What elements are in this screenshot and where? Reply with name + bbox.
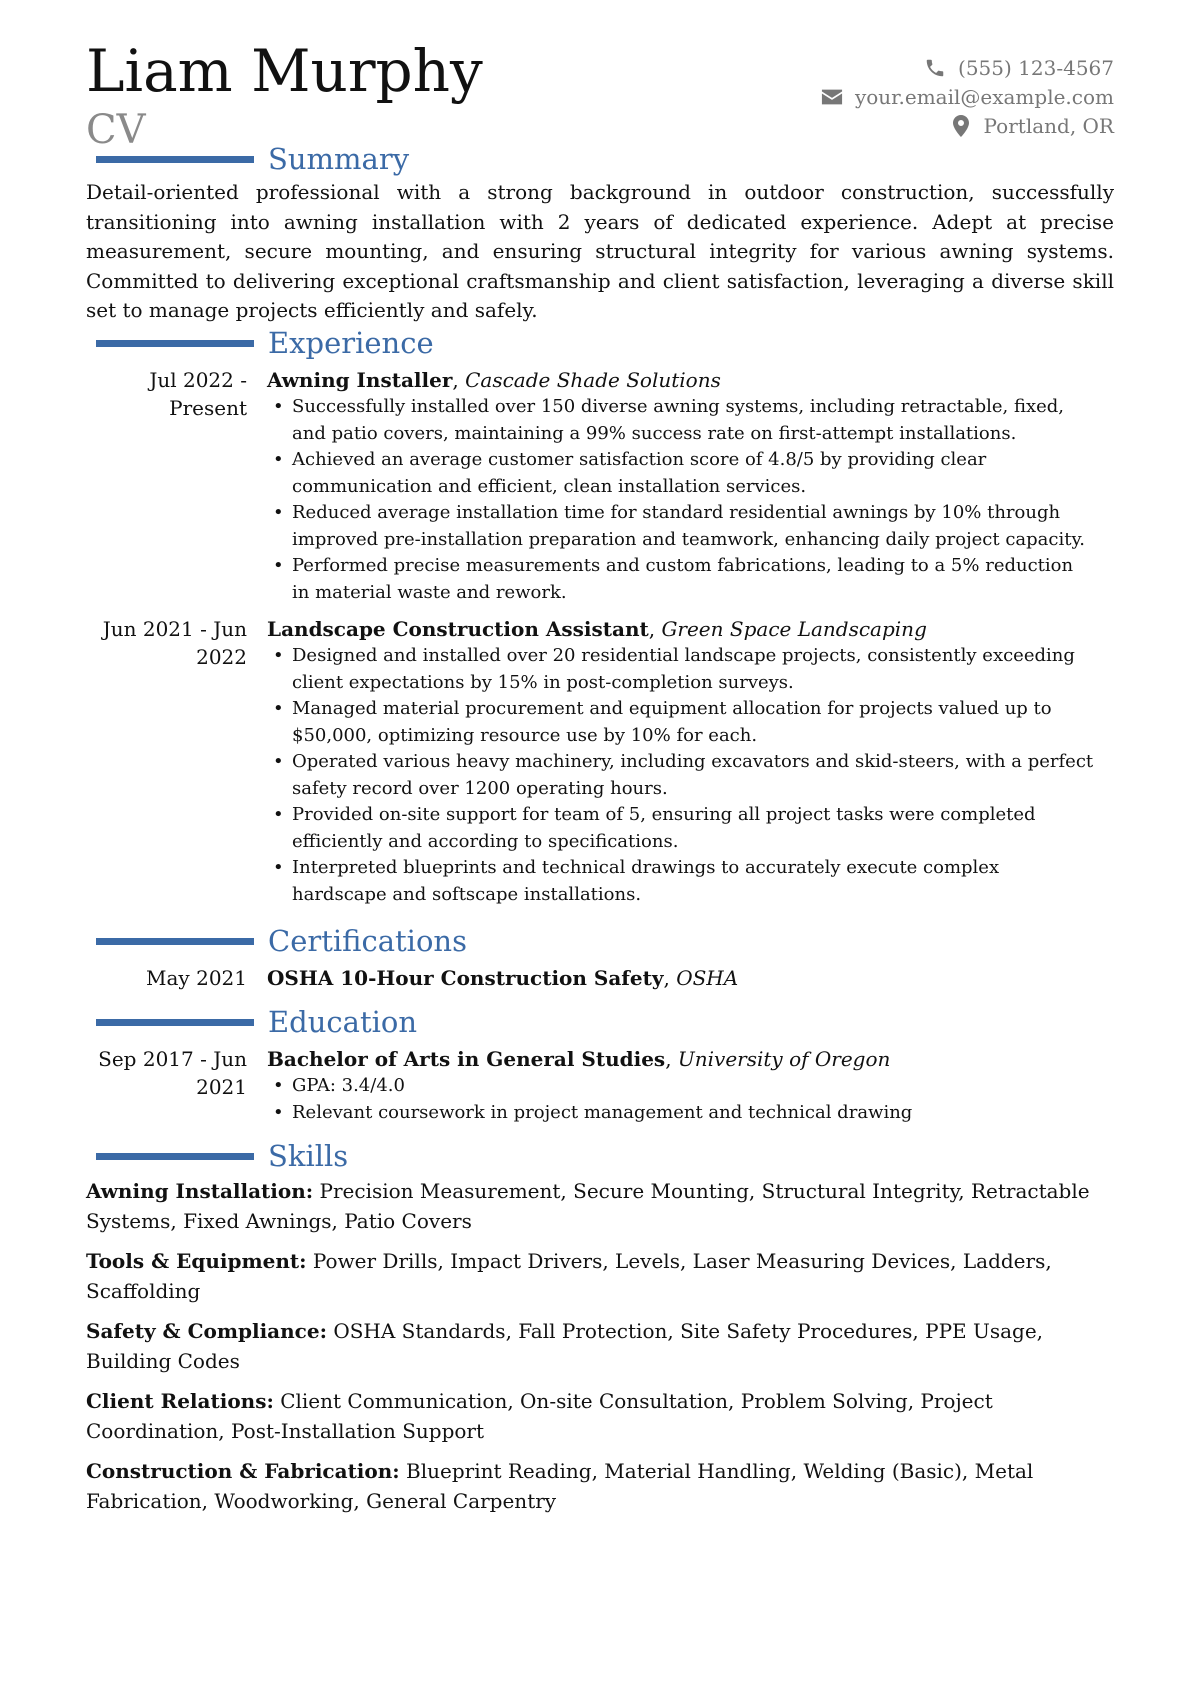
list-item: • Provided on-site support for team of 5, ensuring all project tasks were completed efficiently and according to specifications.	[267, 802, 1094, 855]
section-header	[86, 142, 1114, 176]
section-header	[86, 1139, 1114, 1173]
skill-values: Blueprint Reading, Material Handling, Welding (Basic), Metal Fabrication, Woodworking, General Carpentry	[86, 1459, 1034, 1513]
envelope-icon	[819, 88, 845, 106]
section-rule	[96, 1153, 254, 1160]
job-title: Awning Installer	[267, 368, 453, 392]
institution: University of Oregon	[677, 1047, 891, 1071]
degree-name: Bachelor of Arts in General Studies	[267, 1047, 666, 1071]
contact-location	[819, 111, 1114, 140]
summary-section	[86, 142, 1114, 326]
phone-text: (555) 123-4567	[958, 55, 1114, 80]
skill-category: Client Relations:	[86, 1389, 274, 1413]
section-rule	[96, 340, 254, 347]
entry-date: Sep 2017 - Jun 2021	[98, 1047, 247, 1099]
skill-category: Awning Installation:	[86, 1179, 314, 1203]
skill-category: Safety & Compliance:	[86, 1319, 327, 1343]
email-text[interactable]: your.email@example.com	[854, 84, 1114, 109]
list-item: • Achieved an average customer satisfaction score of 4.8/5 by providing clear communication and efficient, clean installation services.	[267, 447, 1094, 500]
section-rule	[96, 156, 254, 163]
certification-entry	[86, 964, 1114, 992]
candidate-name: Liam Murphy	[86, 37, 483, 105]
experience-section	[86, 326, 1114, 908]
skill-values: Power Drills, Impact Drivers, Levels, Laser Measuring Devices, Ladders, Scaffolding	[86, 1249, 1052, 1303]
list-item: • Designed and installed over 20 residential landscape projects, consistently exceeding client expectations by 15% in post-completion surveys.	[267, 643, 1094, 696]
document-subtitle: CV	[86, 107, 146, 153]
experience-entry	[86, 366, 1114, 606]
entry-body	[267, 1045, 1114, 1126]
education-section	[86, 1005, 1114, 1126]
skill-category: Construction & Fabrication:	[86, 1459, 400, 1483]
entry-body	[267, 366, 1114, 606]
entry-date: Jun 2021 - Jun 2022	[102, 617, 247, 669]
section-title: Summary	[268, 141, 410, 176]
employer: Cascade Shade Solutions	[465, 368, 721, 392]
skill-row	[86, 1387, 1114, 1446]
list-item: • Successfully installed over 150 diverse awning systems, including retractable, fixed, and patio covers, maintaining a 99% success rate on first-attempt installations.	[267, 394, 1094, 447]
list-item: • Managed material procurement and equipment allocation for projects valued up to $50,000, optimizing resource use by 10% for each.	[267, 696, 1094, 749]
entry-body	[267, 964, 1114, 992]
section-title: Education	[268, 1004, 418, 1039]
skills-list	[86, 1177, 1114, 1516]
phone-icon	[922, 57, 948, 79]
list-item: • Interpreted blueprints and technical drawings to accurately execute complex hardscape and softscape installations.	[267, 855, 1094, 908]
bullet-list	[267, 643, 1094, 908]
section-header	[86, 1005, 1114, 1039]
skills-section	[86, 1139, 1114, 1516]
list-item: • Reduced average installation time for standard residential awnings by 10% through improved pre-installation preparation and teamwork, enhancing daily project capacity.	[267, 500, 1094, 553]
contact-phone	[819, 53, 1114, 82]
entry-heading: Bachelor of Arts in General Studies, University of Oregon	[267, 1047, 891, 1071]
certification-name: OSHA 10-Hour Construction Safety	[267, 966, 664, 990]
bullet-list	[267, 394, 1094, 606]
skill-values: Precision Measurement, Secure Mounting, Structural Integrity, Retractable Systems, Fixed Awnings, Patio Covers	[86, 1179, 1090, 1233]
skill-category: Tools & Equipment:	[86, 1249, 307, 1273]
entry-date: May 2021	[146, 966, 247, 990]
skill-row	[86, 1247, 1114, 1306]
entry-heading: OSHA 10-Hour Construction Safety, OSHA	[267, 966, 739, 990]
map-pin-icon	[948, 115, 974, 137]
certifications-section	[86, 924, 1114, 992]
skill-row	[86, 1457, 1114, 1516]
section-header	[86, 924, 1114, 958]
list-item: • Relevant coursework in project management and technical drawing	[267, 1100, 1094, 1127]
location-text: Portland, OR	[983, 113, 1114, 138]
entry-heading: Awning Installer, Cascade Shade Solutions	[267, 368, 721, 392]
skill-values: OSHA Standards, Fall Protection, Site Safety Procedures, PPE Usage, Building Codes	[86, 1319, 1044, 1373]
bullet-list	[267, 1073, 1094, 1126]
education-entry	[86, 1045, 1114, 1126]
list-item: • Performed precise measurements and custom fabrications, leading to a 5% reduction in material waste and rework.	[267, 553, 1094, 606]
list-item: • Operated various heavy machinery, including excavators and skid-steers, with a perfect safety record over 1200 operating hours.	[267, 749, 1094, 802]
section-header	[86, 326, 1114, 360]
contact-block	[819, 53, 1114, 140]
skill-row	[86, 1177, 1114, 1236]
entry-date: Jul 2022 - Present	[149, 368, 247, 420]
summary-text: Detail-oriented professional with a strong background in outdoor construction, successfully transitioning into awning installation with 2 years of dedicated experience. Adept at precise measurement, secure mounting, and ensuring structural integrity for various awning systems. Committed to delivering exceptional craftsmanship and client satisfaction, leveraging a diverse skill set to manage projects efficiently and safely.	[86, 180, 1114, 322]
entry-heading: Landscape Construction Assistant, Green Space Landscaping	[267, 617, 927, 641]
employer: Green Space Landscaping	[661, 617, 927, 641]
section-rule	[96, 938, 254, 945]
skill-row	[86, 1317, 1114, 1376]
contact-email	[819, 82, 1114, 111]
skill-values: Client Communication, On-site Consultation, Problem Solving, Project Coordination, Post-Installation Support	[86, 1389, 993, 1443]
entry-body	[267, 615, 1114, 908]
experience-entry	[86, 615, 1114, 908]
section-rule	[96, 1019, 254, 1026]
job-title: Landscape Construction Assistant	[267, 617, 649, 641]
list-item: • GPA: 3.4/4.0	[267, 1073, 1094, 1100]
certifying-body: OSHA	[676, 966, 739, 990]
section-title: Experience	[268, 325, 434, 360]
section-title: Certifications	[268, 923, 467, 958]
section-title: Skills	[268, 1138, 349, 1173]
